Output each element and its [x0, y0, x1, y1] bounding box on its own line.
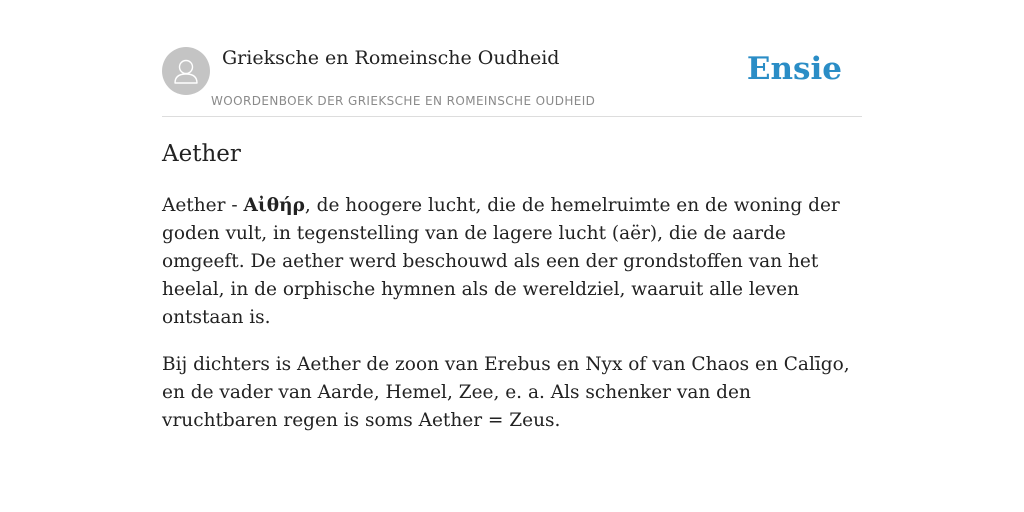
- entry-title: Aether: [162, 141, 241, 167]
- ensie-logo-link[interactable]: Ensie: [746, 51, 842, 87]
- avatar-silhouette-icon: [162, 47, 210, 95]
- page-container: [162, 0, 862, 431]
- entry-paragraph-1: [162, 192, 864, 332]
- entry-term-prefix: Aether -: [162, 195, 244, 216]
- header: [162, 0, 862, 117]
- entry-definition: , de hoogere lucht, die de hemelruimte en de woning der goden vult, in tegenstelling van de lagere lucht (aër), die de aarde omgeeft. De aether werd beschouwd als een der grondstoffen van het heelal, in de orphische hymnen als de wereldziel, waaruit alle leven ontstaan is.: [162, 195, 840, 328]
- site-subtitle: WOORDENBOEK DER GRIEKSCHE EN ROMEINSCHE OUDHEID: [211, 94, 596, 108]
- entry-paragraph-2: Bij dichters is Aether de zoon van Erebus en Nyx of van Chaos en Calīgo, en de vader van Aarde, Hemel, Zee, e. a. Als schenker van den vruchtbaren regen is soms Aether = Zeus.: [162, 354, 850, 431]
- greek-term: Aἰθήρ: [243, 195, 305, 216]
- site-title[interactable]: Grieksche en Romeinsche Oudheid: [222, 47, 560, 69]
- user-avatar-icon[interactable]: [162, 47, 210, 95]
- entry-body: [162, 192, 864, 454]
